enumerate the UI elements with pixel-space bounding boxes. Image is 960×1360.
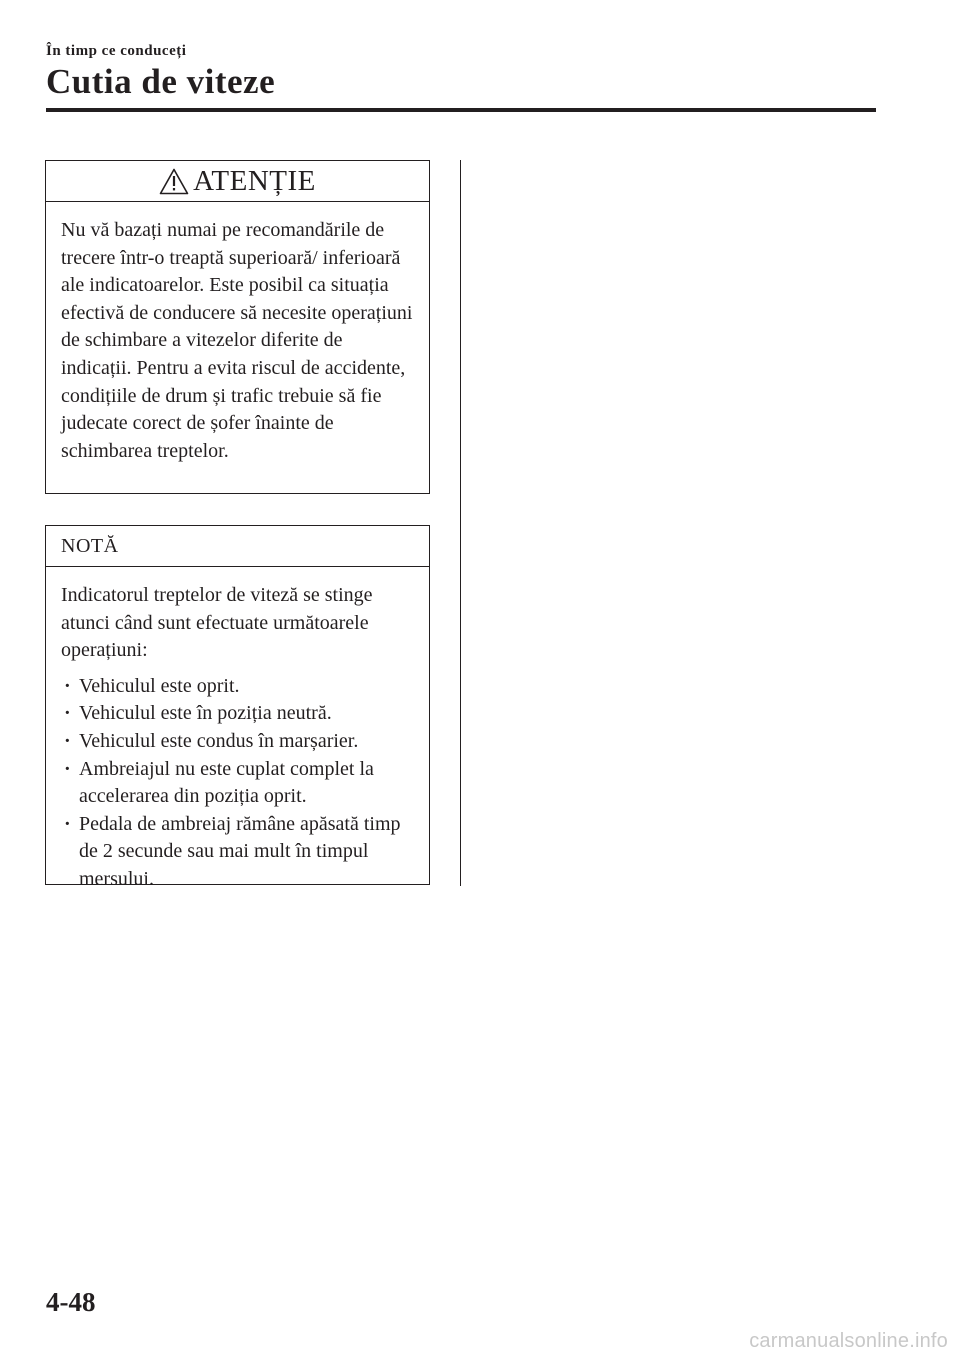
note-header [46, 526, 429, 567]
list-item: · Vehiculul este condus în marșarier. [61, 728, 417, 756]
warning-box [45, 160, 430, 494]
watermark: carmanualsonline.info [749, 1330, 948, 1352]
note-title: NOTĂ [61, 534, 119, 557]
note-box [45, 525, 430, 890]
page-title: Cutia de viteze [46, 62, 276, 101]
list-item: · Vehiculul este oprit. [61, 673, 417, 701]
warning-title: ATENȚIE [193, 164, 316, 197]
section-label: În timp ce conduceți [46, 43, 187, 59]
warning-header [46, 161, 429, 202]
list-item: · Ambreiajul nu este cuplat complet la accelerarea din poziția oprit. [61, 756, 417, 811]
column-divider [460, 160, 461, 886]
note-intro: Indicatorul treptelor de viteză se stinge atunci când sunt efectuate următoarele operațiuni: [61, 584, 373, 662]
title-rule [46, 108, 876, 112]
page-number: 4-48 [46, 1287, 96, 1317]
warning-text: Nu vă bazați numai pe recomandările de trecere într-o treaptă superioară/ inferioară ale indicatoarelor. Este posibil ca situația efectivă de conducere să necesite operațiuni de schimbare a vitezelor diferite de indicații. Pentru a evita riscul de accidente, condițiile de drum și trafic trebuie să fie judecate corect de șofer înainte de schimbarea treptelor. [61, 219, 413, 462]
note-list [61, 673, 417, 894]
warning-triangle-icon [159, 168, 189, 195]
note-body [46, 567, 429, 894]
warning-body [46, 202, 429, 465]
list-item: · Vehiculul este în poziția neutră. [61, 700, 417, 728]
list-item: · Pedala de ambreiaj rămâne apăsată timp de 2 secunde sau mai mult în timpul mersului. [61, 811, 417, 894]
